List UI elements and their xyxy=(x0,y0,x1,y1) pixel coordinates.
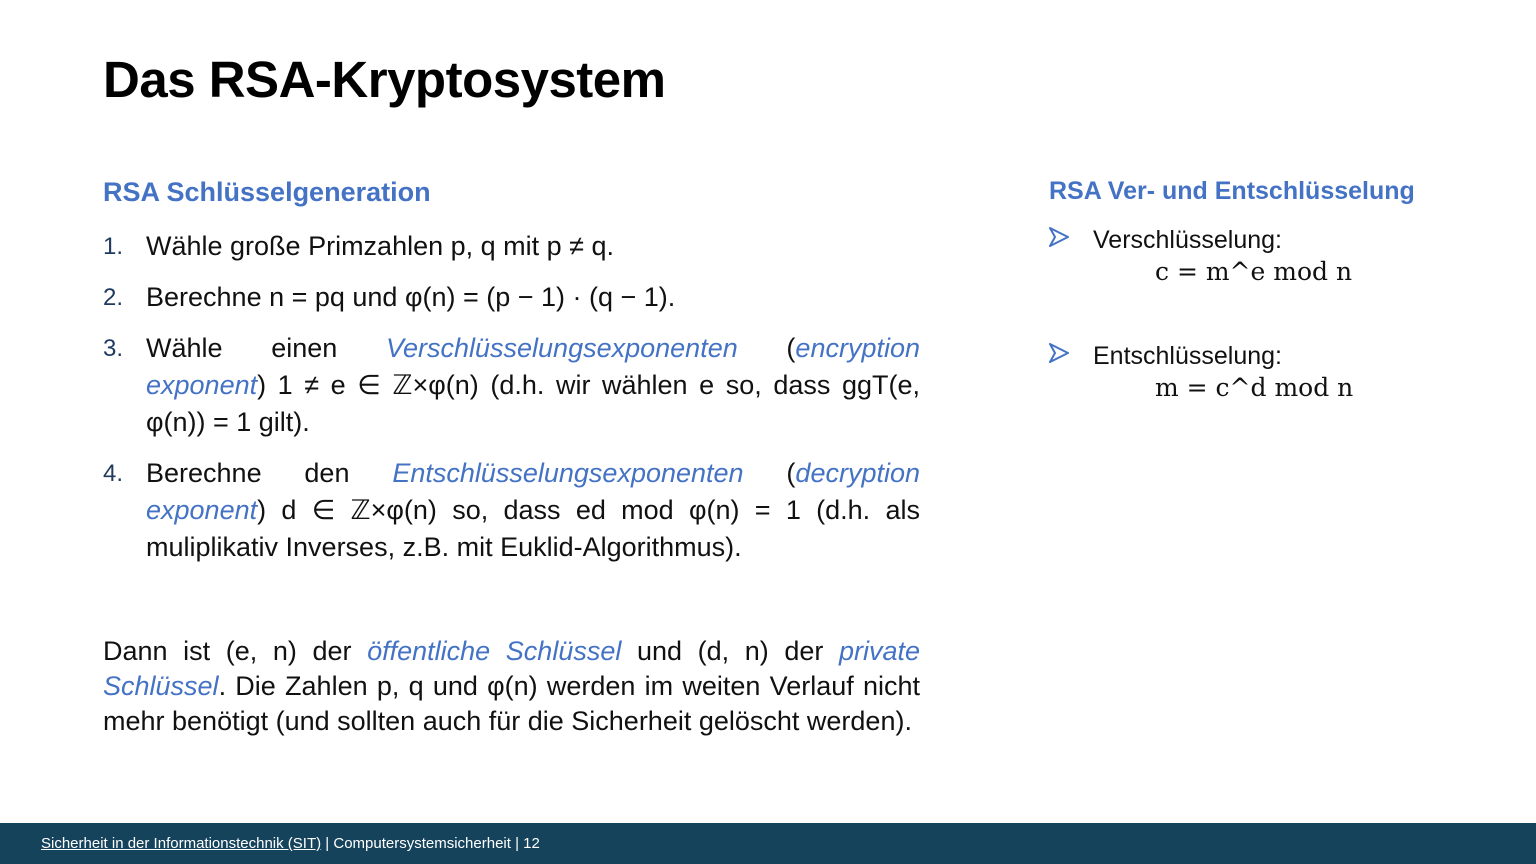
step-3 xyxy=(103,330,920,441)
step-text: Wähle große Primzahlen p, q mit p ≠ q. xyxy=(146,231,615,261)
decryption-formula: m = c^d mod n xyxy=(1155,373,1354,402)
step-text-b: ( xyxy=(743,458,796,488)
step-text-a: Berechne den xyxy=(146,458,393,488)
summary-paragraph xyxy=(103,634,920,739)
step-1 xyxy=(103,228,920,265)
step-text-c: ) d ∈ ℤ×φ(n) so, dass ed mod φ(n) = 1 (d.h. als muliplikativ Inverses, z.B. mit Euklid-Algorithmus). xyxy=(146,495,920,562)
step-number: 2. xyxy=(103,284,124,311)
summary-text-b: und (d, n) der xyxy=(621,636,839,666)
step-text: Berechne n = pq und φ(n) = (p − 1) · (q − 1). xyxy=(146,282,676,312)
term-encryption-exponent: Verschlüsselungsexponenten xyxy=(385,333,738,363)
english-term: encryption exponent xyxy=(146,333,920,400)
key-generation-heading: RSA Schlüsselgeneration xyxy=(103,177,431,207)
footer-bar xyxy=(0,823,1536,864)
english-term: decryption exponent xyxy=(146,458,920,525)
decryption-label: Entschlüsselung: xyxy=(1093,342,1283,370)
private-key-term: private Schlüssel xyxy=(103,636,921,701)
encryption-decryption-heading: RSA Ver- und Entschlüsselung xyxy=(1049,177,1415,205)
public-key-term: öffentliche Schlüssel xyxy=(367,636,622,666)
slide-title: Das RSA-Kryptosystem xyxy=(103,51,666,108)
arrow-bullet-icon xyxy=(1049,343,1069,363)
step-4 xyxy=(103,455,920,566)
arrow-bullet-icon xyxy=(1049,227,1069,247)
step-text-a: Wähle einen xyxy=(146,333,386,363)
term-decryption-exponent: Entschlüsselungsexponenten xyxy=(392,458,744,488)
summary-text-a: Dann ist (e, n) der xyxy=(103,636,368,666)
footer-course-link[interactable]: Sicherheit in der Informationstechnik (SIT) xyxy=(41,835,322,852)
step-number: 1. xyxy=(103,233,124,260)
step-2 xyxy=(103,279,920,316)
encryption-formula: c = m^e mod n xyxy=(1155,257,1353,286)
step-number: 3. xyxy=(103,335,124,362)
step-number: 4. xyxy=(103,460,124,487)
decryption-item xyxy=(1049,341,1353,403)
encryption-label: Verschlüsselung: xyxy=(1093,226,1283,254)
key-generation-steps xyxy=(103,228,920,580)
summary-text-c: . Die Zahlen p, q und φ(n) werden im weiten Verlauf nicht mehr benötigt (und sollten auch für die Sicherheit gelöscht werden). xyxy=(103,671,920,736)
footer-info: | Computersystemsicherheit | 12 xyxy=(321,835,540,852)
encryption-list xyxy=(1049,225,1353,457)
step-text-c: ) 1 ≠ e ∈ ℤ×φ(n) (d.h. wir wählen e so, dass ggT(e, φ(n)) = 1 gilt). xyxy=(146,370,920,437)
step-text-b: ( xyxy=(737,333,796,363)
encryption-item xyxy=(1049,225,1353,287)
